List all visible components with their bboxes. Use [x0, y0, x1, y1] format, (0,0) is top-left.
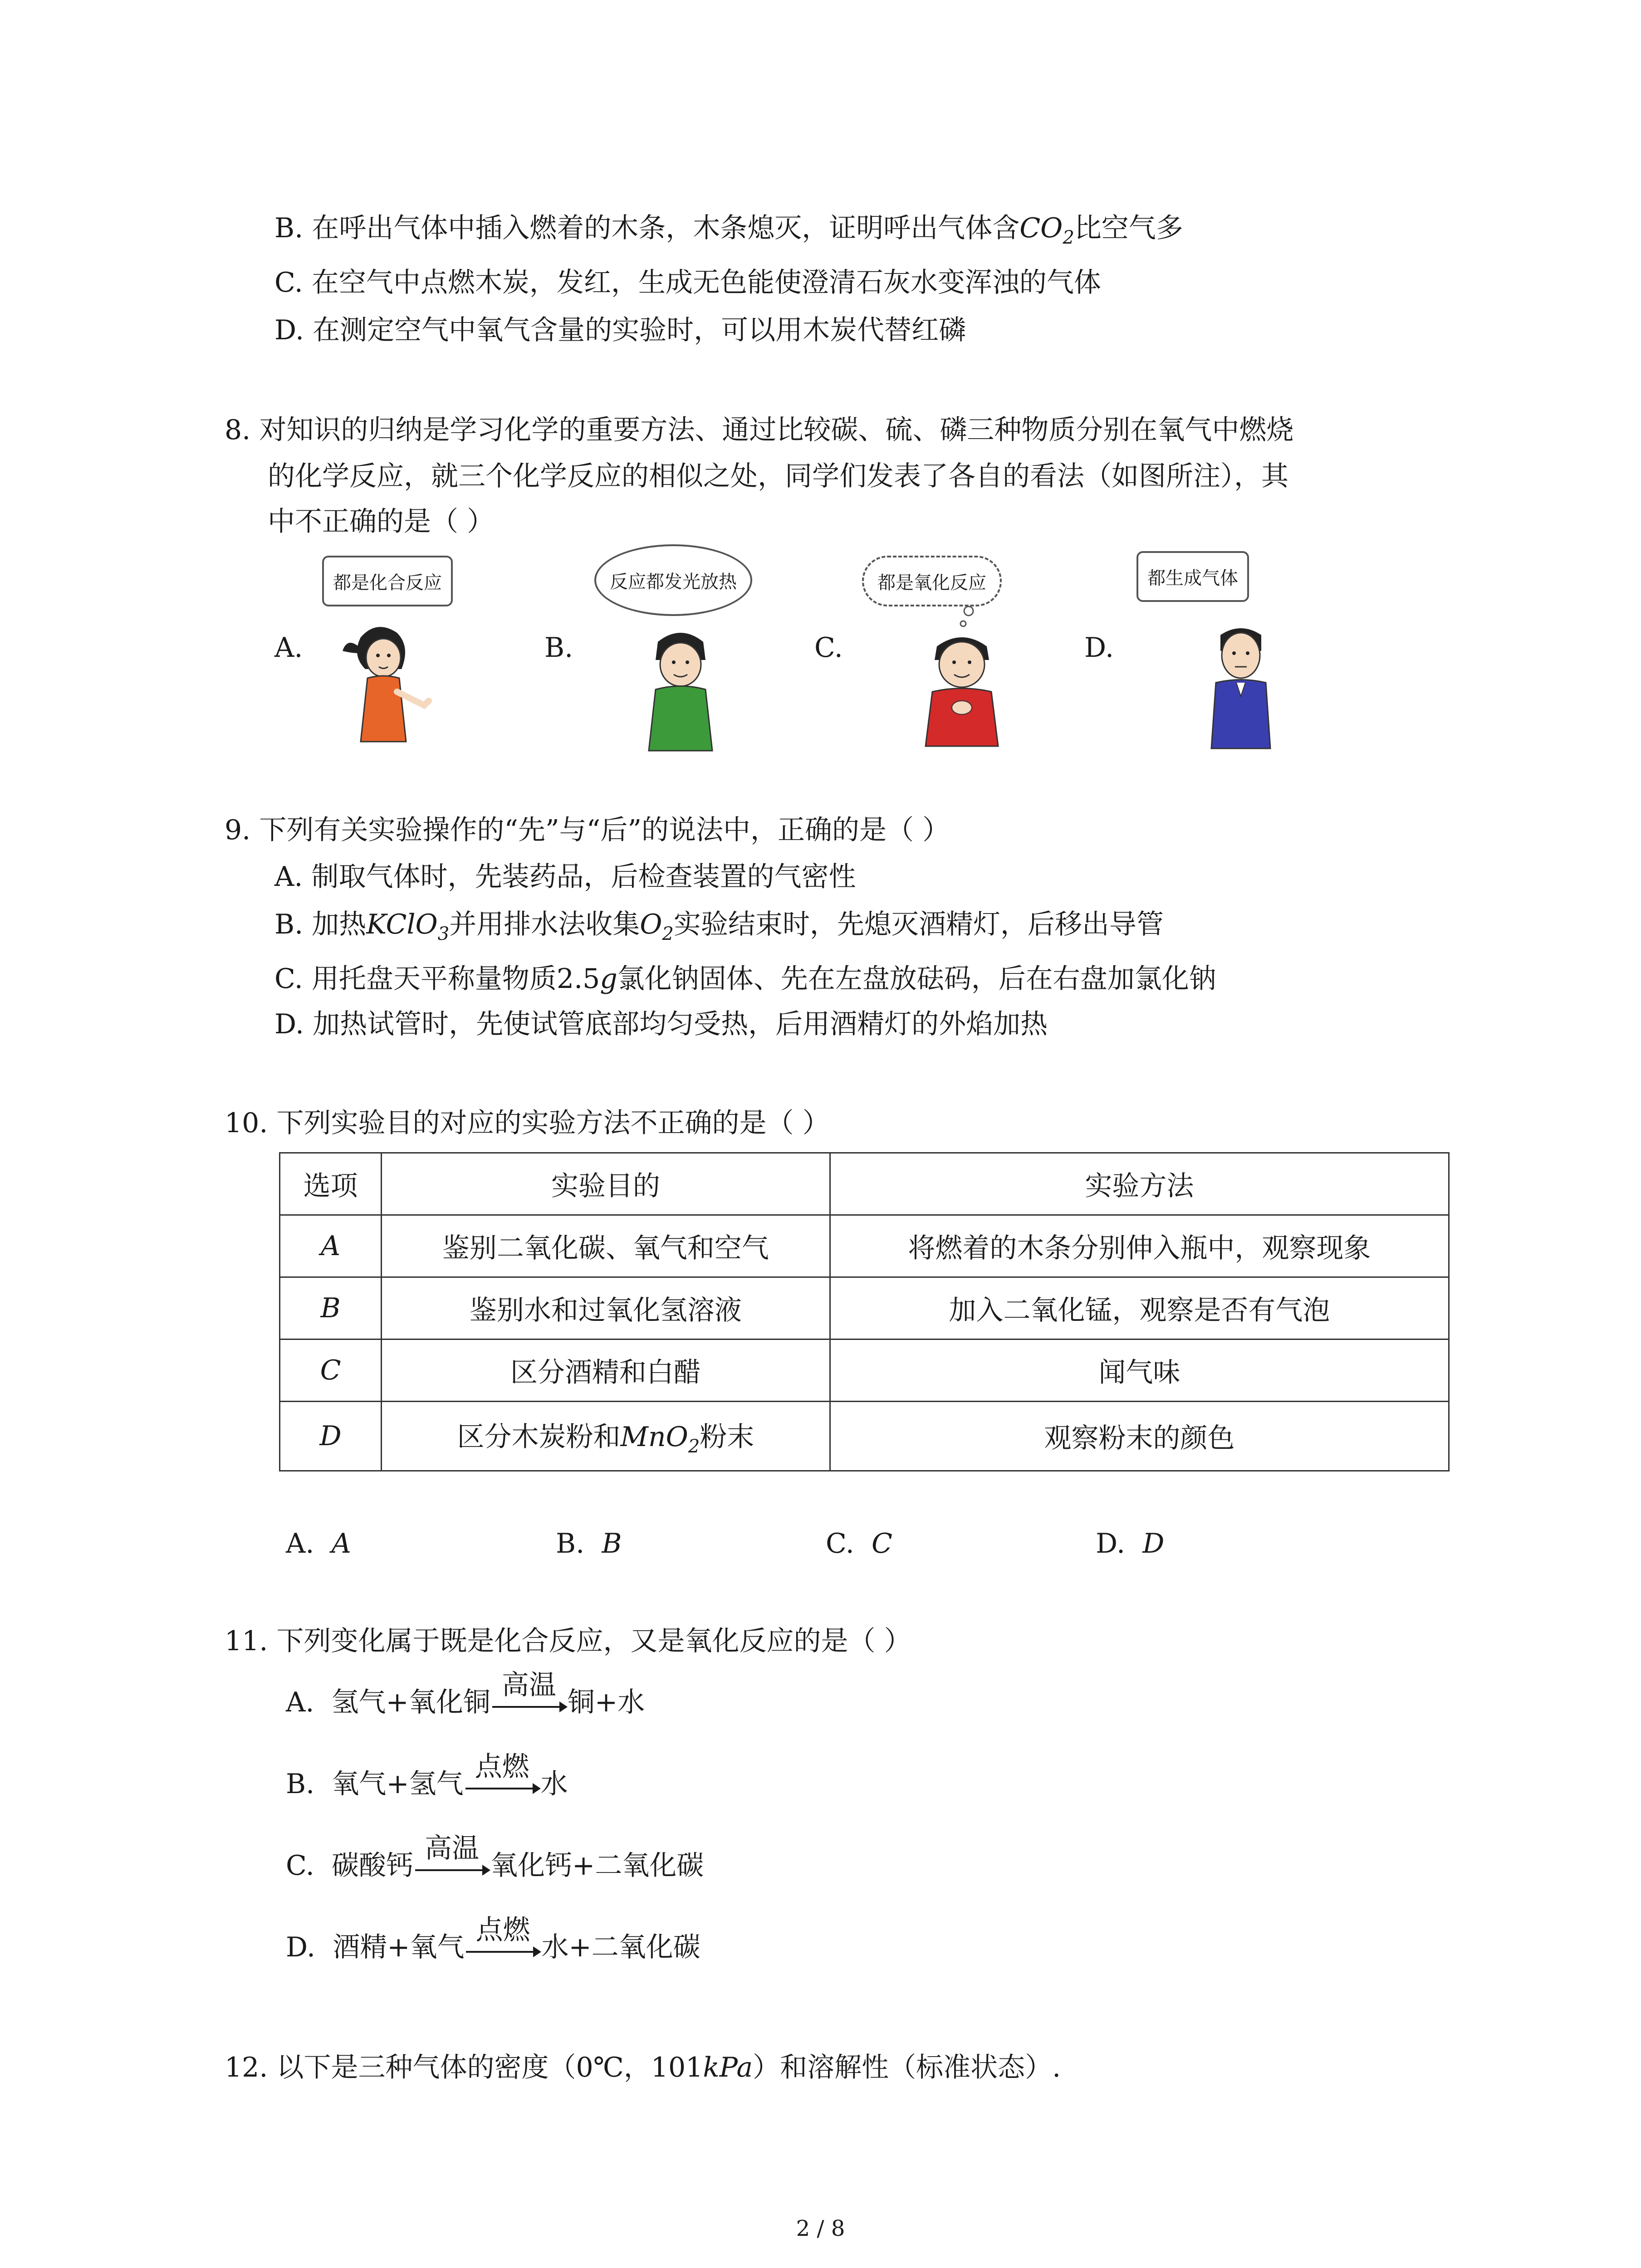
table-cell-purpose: 区分木炭粉和MnO$_2$粉末	[382, 1402, 830, 1471]
q10-table	[279, 1152, 1450, 1471]
q8-figure-a-letter: A.	[274, 632, 303, 664]
q8-figure-c-letter: C.	[814, 632, 843, 664]
reaction-arrow-icon: 高温	[413, 1848, 490, 1883]
q11-option-b: B. 氧气+氢气 点燃 水	[286, 1767, 568, 1801]
q11-stem: 11. 下列变化属于既是化合反应，又是氧化反应的是（ ）	[225, 1625, 911, 1657]
table-header-cell: 实验方法	[830, 1153, 1449, 1215]
table-cell-method: 观察粉末的颜色	[830, 1402, 1449, 1471]
q8-figure-b-letter: B.	[544, 632, 573, 664]
speech-bubble-b: 反应都发光放热	[594, 544, 752, 616]
table-cell-purpose: 鉴别二氧化碳、氧气和空气	[382, 1215, 830, 1277]
q9-option-d: D. 加热试管时，先使试管底部均匀受热，后用酒精灯的外焰加热	[274, 1008, 1048, 1040]
table-cell-method: 闻气味	[830, 1339, 1449, 1402]
table-row	[280, 1339, 1449, 1402]
q11-option-d: D. 酒精+氧气 点燃 水+二氧化碳	[286, 1930, 700, 1965]
q7-option-d: D. 在测定空气中氧气含量的实验时，可以用木炭代替红磷	[274, 314, 966, 346]
q8-stem-line1: 8. 对知识的归纳是学习化学的重要方法、通过比较碳、硫、磷三种物质分别在氧气中燃烧	[225, 414, 1294, 446]
q8-figure-a	[274, 556, 529, 755]
thought-bubble-c: 都是氧化反应	[862, 556, 1002, 606]
speech-bubble-a: 都是化合反应	[322, 556, 453, 606]
table-cell-option: B	[280, 1277, 382, 1339]
table-row	[280, 1277, 1449, 1339]
reaction-arrow-icon: 点燃	[464, 1930, 541, 1965]
table-cell-option: A	[280, 1215, 382, 1277]
girl-figure-icon	[333, 619, 470, 755]
q9-option-b: B. 加热KClO$_3$并用排水法收集$O_2$实验结束时，先熄灭酒精灯，后移出导管	[274, 909, 1164, 944]
table-header-cell: 实验目的	[382, 1153, 830, 1215]
q9-option-c: C. 用托盘天平称量物质2.5g氯化钠固体、先在左盘放砝码，后在右盘加氯化钠	[274, 963, 1216, 995]
q7-option-c: C. 在空气中点燃木炭，发红，生成无色能使澄清石灰水变浑浊的气体	[274, 267, 1101, 298]
table-row	[280, 1402, 1449, 1471]
thinking-boy-figure-icon	[905, 606, 1032, 751]
table-cell-purpose: 鉴别水和过氧化氢溶液	[382, 1277, 830, 1339]
reaction-arrow-icon: 高温	[490, 1685, 568, 1720]
q8-figure-d-letter: D.	[1084, 632, 1114, 664]
page-number: 2 / 8	[796, 2216, 845, 2241]
man-figure-icon	[1189, 617, 1298, 753]
table-header-row	[280, 1153, 1449, 1215]
speech-bubble-d: 都生成气体	[1136, 551, 1249, 602]
q12-stem: 12. 以下是三种气体的密度（0℃，101kPa）和溶解性（标准状态）.	[225, 2052, 1061, 2083]
q10-answer-c: C. C	[826, 1528, 892, 1559]
reaction-arrow-icon: 点燃	[464, 1767, 541, 1801]
q11-option-a: A. 氢气+氧化铜 高温 铜+水	[286, 1685, 645, 1720]
table-cell-option: D	[280, 1402, 382, 1471]
q8-stem-line2: 的化学反应，就三个化学反应的相似之处，同学们发表了各自的看法（如图所注），其	[268, 460, 1288, 492]
boy-figure-icon	[631, 624, 749, 755]
table-cell-option: C	[280, 1339, 382, 1402]
q8-figure-c	[814, 556, 1068, 755]
q10-answer-d: D. D	[1096, 1528, 1165, 1559]
table-cell-method: 将燃着的木条分别伸入瓶中，观察现象	[830, 1215, 1449, 1277]
table-cell-purpose: 区分酒精和白醋	[382, 1339, 830, 1402]
q9-stem: 9. 下列有关实验操作的“先”与“后”的说法中，正确的是（ ）	[225, 814, 950, 846]
q10-answer-b: B. B	[556, 1528, 622, 1559]
q8-figure-b	[544, 556, 798, 755]
table-row	[280, 1215, 1449, 1277]
q8-stem-line3: 中不正确的是（ ）	[268, 506, 495, 538]
q7-option-b: B. 在呼出气体中插入燃着的木条，木条熄灭，证明呼出气体含$CO_2$比空气多	[274, 212, 1183, 248]
table-cell-method: 加入二氧化锰，观察是否有气泡	[830, 1277, 1449, 1339]
table-header-cell: 选项	[280, 1153, 382, 1215]
q9-option-a: A. 制取气体时，先装药品，后检查装置的气密性	[274, 861, 856, 893]
q11-option-c: C. 碳酸钙 高温 氧化钙+二氧化碳	[286, 1848, 704, 1883]
q8-figure-d	[1084, 556, 1338, 755]
q10-stem: 10. 下列实验目的对应的实验方法不正确的是（ ）	[225, 1107, 830, 1139]
q10-answer-a: A. A	[286, 1528, 351, 1559]
